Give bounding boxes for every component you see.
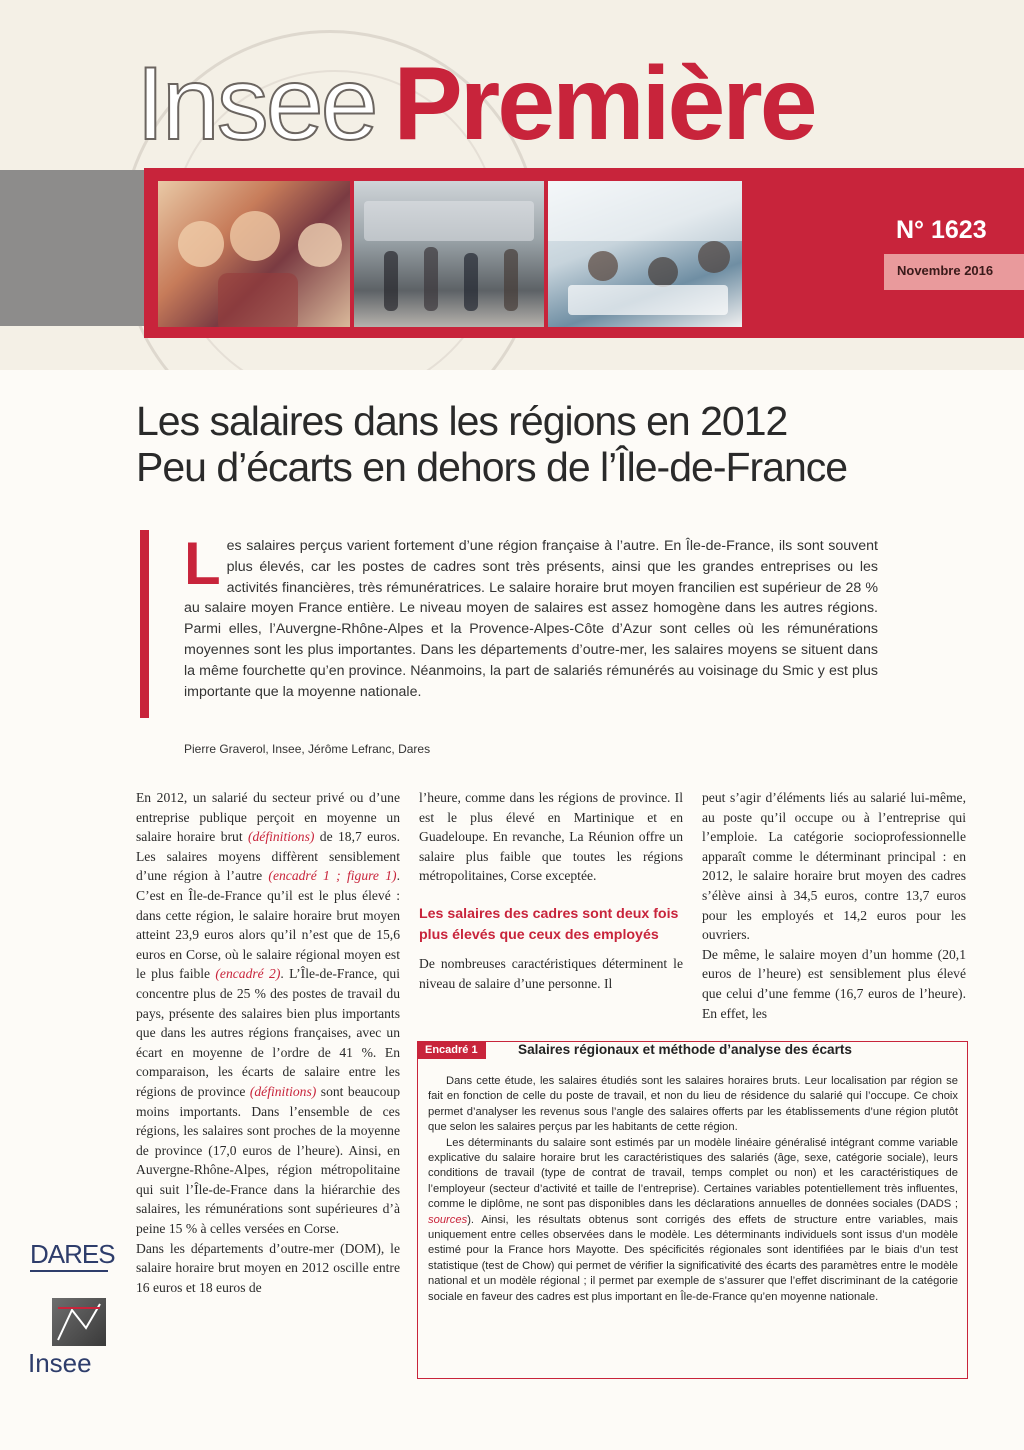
title-line-1: Les salaires dans les régions en 2012: [136, 398, 788, 444]
col3-paragraph-1: peut s’agir d’éléments liés au salarié lui-même, au poste qu’il occupe ou à l’entreprise qui l’emploie. La catégorie socioprofessionnelle apparaît comme le déterminant principal : en 2012, le salaire horaire brut moyen des cadres s’élève ainsi à 34,5 euros, contre 13,7 euros pour les employés et 14,2 euros pour les ouvriers.: [702, 790, 966, 943]
text-run: sont beaucoup moins importants. Dans l’ensemble de ces régions, les salaires sont proches de la moyenne de province (17,0 euros de l’heure). Ainsi, en Auvergne-Rhône-Alpes, région métropolitaine qui suit l’Île-de-France dans la hiérarchie des salaires, les rémunérations sont supérieures d’à peine 15 % à celles versées en Corse.: [136, 1083, 400, 1237]
encadre-1-box: [417, 1041, 968, 1379]
encadre-paragraph-2: [428, 1136, 958, 1305]
insee-wordmark: Insee: [28, 1348, 92, 1378]
issue-number: N° 1623: [884, 210, 1024, 252]
photo-crowd-street: [354, 181, 544, 327]
reference-link-definitions[interactable]: (définitions): [247, 829, 315, 845]
encadre-body: [428, 1074, 958, 1305]
brand-insee: Insee: [136, 46, 376, 162]
reference-link-encadre-figure[interactable]: (encadré 1 ; figure 1): [268, 868, 397, 884]
col2-paragraph-1: l’heure, comme dans les régions de province. Il est le plus élevé en Martinique et en Guadeloupe. En revanche, La Réunion offre un salaire plus faible que toutes les régions métropolitaines, Corse exceptée.: [419, 790, 683, 884]
text-run: . L’Île-de-France, qui concentre plus de 25 % des postes de travail du pays, présente des salaires bien plus importants que dans les autres régions françaises, avec un écart en moyenne de l’ordre de 41 %. En comparaison, les écarts de salaire entre les régions de province: [136, 966, 400, 1099]
masthead: [0, 0, 1024, 370]
dares-rule: [30, 1270, 108, 1272]
brand-premiere: Première: [393, 46, 815, 162]
lead-accent-bar: [140, 530, 149, 718]
photo-office: [548, 181, 742, 327]
col2-paragraph-2: De nombreuses caractéristiques déterminent le niveau de salaire d’une personne. Il: [419, 955, 683, 991]
col3-paragraph-2: De même, le salaire moyen d’un homme (20,1 euros de l’heure) est sensiblement plus élevé que celui d’une femme (16,7 euros de l’heure). En effet, les: [702, 946, 966, 1021]
encadre-tag: Encadré 1: [417, 1041, 486, 1059]
authors-line: Pierre Graverol, Insee, Jérôme Lefranc, Dares: [184, 742, 431, 756]
title-line-2: Peu d’écarts en dehors de l’Île-de-France: [136, 444, 848, 490]
text-run: Les déterminants du salaire sont estimés par un modèle linéaire généralisé intégrant comme variable explicative du salaire horaire brut les caractéristiques des salariés (âge, sexe, catégorie sociale), leurs conditions de travail (type de contrat de travail, temps complet ou non) et les caractéristiques de l’employeur (secteur d’activité et taille de l’entreprise). Certaines variables potentiellement très influentes, comme le diplôme, ne sont pas disponibles dans les déclarations annuelles de données sociales (DADS ;: [428, 1136, 958, 1211]
text-run: En 2012, un salarié du secteur privé ou d’une entreprise publique perçoit en moyenne un salaire horaire brut: [136, 790, 400, 845]
section-subheading: Les salaires des cadres sont deux fois plus élevés que ceux des employés: [419, 905, 679, 943]
photo-children: [158, 181, 350, 327]
drop-cap: L: [184, 530, 221, 597]
lead-paragraph: [184, 530, 878, 702]
body-column-2: [419, 788, 683, 993]
body-column-1: [136, 788, 400, 1297]
article-title: [136, 398, 956, 490]
reference-link-sources[interactable]: sources: [428, 1213, 468, 1226]
insee-mark-icon: [52, 1298, 106, 1346]
dares-logo: [30, 1239, 115, 1272]
reference-link-encadre-2[interactable]: (encadré 2): [215, 966, 281, 982]
col1-paragraph-2: Dans les départements d’outre-mer (DOM), le salaire horaire brut moyen en 2012 oscille entre 16 euros et 18 euros de: [136, 1240, 400, 1295]
col1-paragraph-1: [136, 788, 400, 1239]
insee-logo: [28, 1298, 110, 1378]
issue-date: Novembre 2016: [884, 254, 1024, 290]
dares-wordmark: DARES: [30, 1239, 115, 1269]
lead-text: es salaires perçus varient fortement d’une région française à l’autre. En Île-de-France, ils sont souvent plus élevés, car les postes de cadres sont très présents, ainsi que les grandes entreprises ou les activités financières, très rémunératrices. Le salaire horaire brut moyen francilien est supérieur de 28 % au salaire moyen France entière. Le niveau moyen de salaires est assez homogène dans les autres régions. Parmi elles, l’Auvergne-Rhône-Alpes et la Provence-Alpes-Côte d’Azur sont celles où les rémunérations moyennes sont les plus importantes. Dans les départements d’outre-mer, les salaires moyens se situent dans la même fourchette qu’en province. Néanmoins, la part de salariés rémunérés au voisinage du Smic y est plus importante que la moyenne nationale.: [184, 538, 878, 700]
encadre-paragraph-1: Dans cette étude, les salaires étudiés sont les salaires horaires bruts. Leur localisation par région se fait en fonction de celle du poste de travail, et non du lieu de résidence du salarié qui l’occupe. Ce choix permet d’analyser les revenus sous l’angle des salaires offerts par les établissements d’une région plutôt que selon les salaires perçus par les habitants de cette région.: [428, 1075, 958, 1134]
text-run: ). Ainsi, les résultats obtenus sont corrigés des effets de structure entre variables, mais uniquement entre celles observées dans le modèle. Les déterminants individuels sont issus d’un modèle estimé pour la France hors Mayotte. Des spécificités régionales sont identifiées par le biais d’un test statistique (test de Chow) qui permet de vérifier la significativité des écarts des paramètres entre le modèle national et un modèle régional ; il permet par exemple de s’assurer que l’effet discriminant de la catégorie sociale en faveur des cadres est plus important en Île-de-France qu’en moyenne nationale.: [428, 1213, 958, 1303]
text-run: de 18,7 euros. Les salaires moyens diffèrent sensiblement d’une région à l’autre: [136, 829, 400, 884]
publication-brand: [136, 46, 815, 162]
body-column-3: [702, 788, 966, 1023]
encadre-title: Salaires régionaux et méthode d’analyse des écarts: [518, 1042, 852, 1057]
text-run: . C’est en Île-de-France qu’il est le plus élevé : dans cette région, le salaire horaire brut moyen atteint 23,9 euros alors qu’il n’est que de 15,6 euros en Corse, où le salaire régional moyen est le plus faible: [136, 868, 400, 982]
reference-link-definitions-2[interactable]: (définitions): [249, 1083, 317, 1099]
